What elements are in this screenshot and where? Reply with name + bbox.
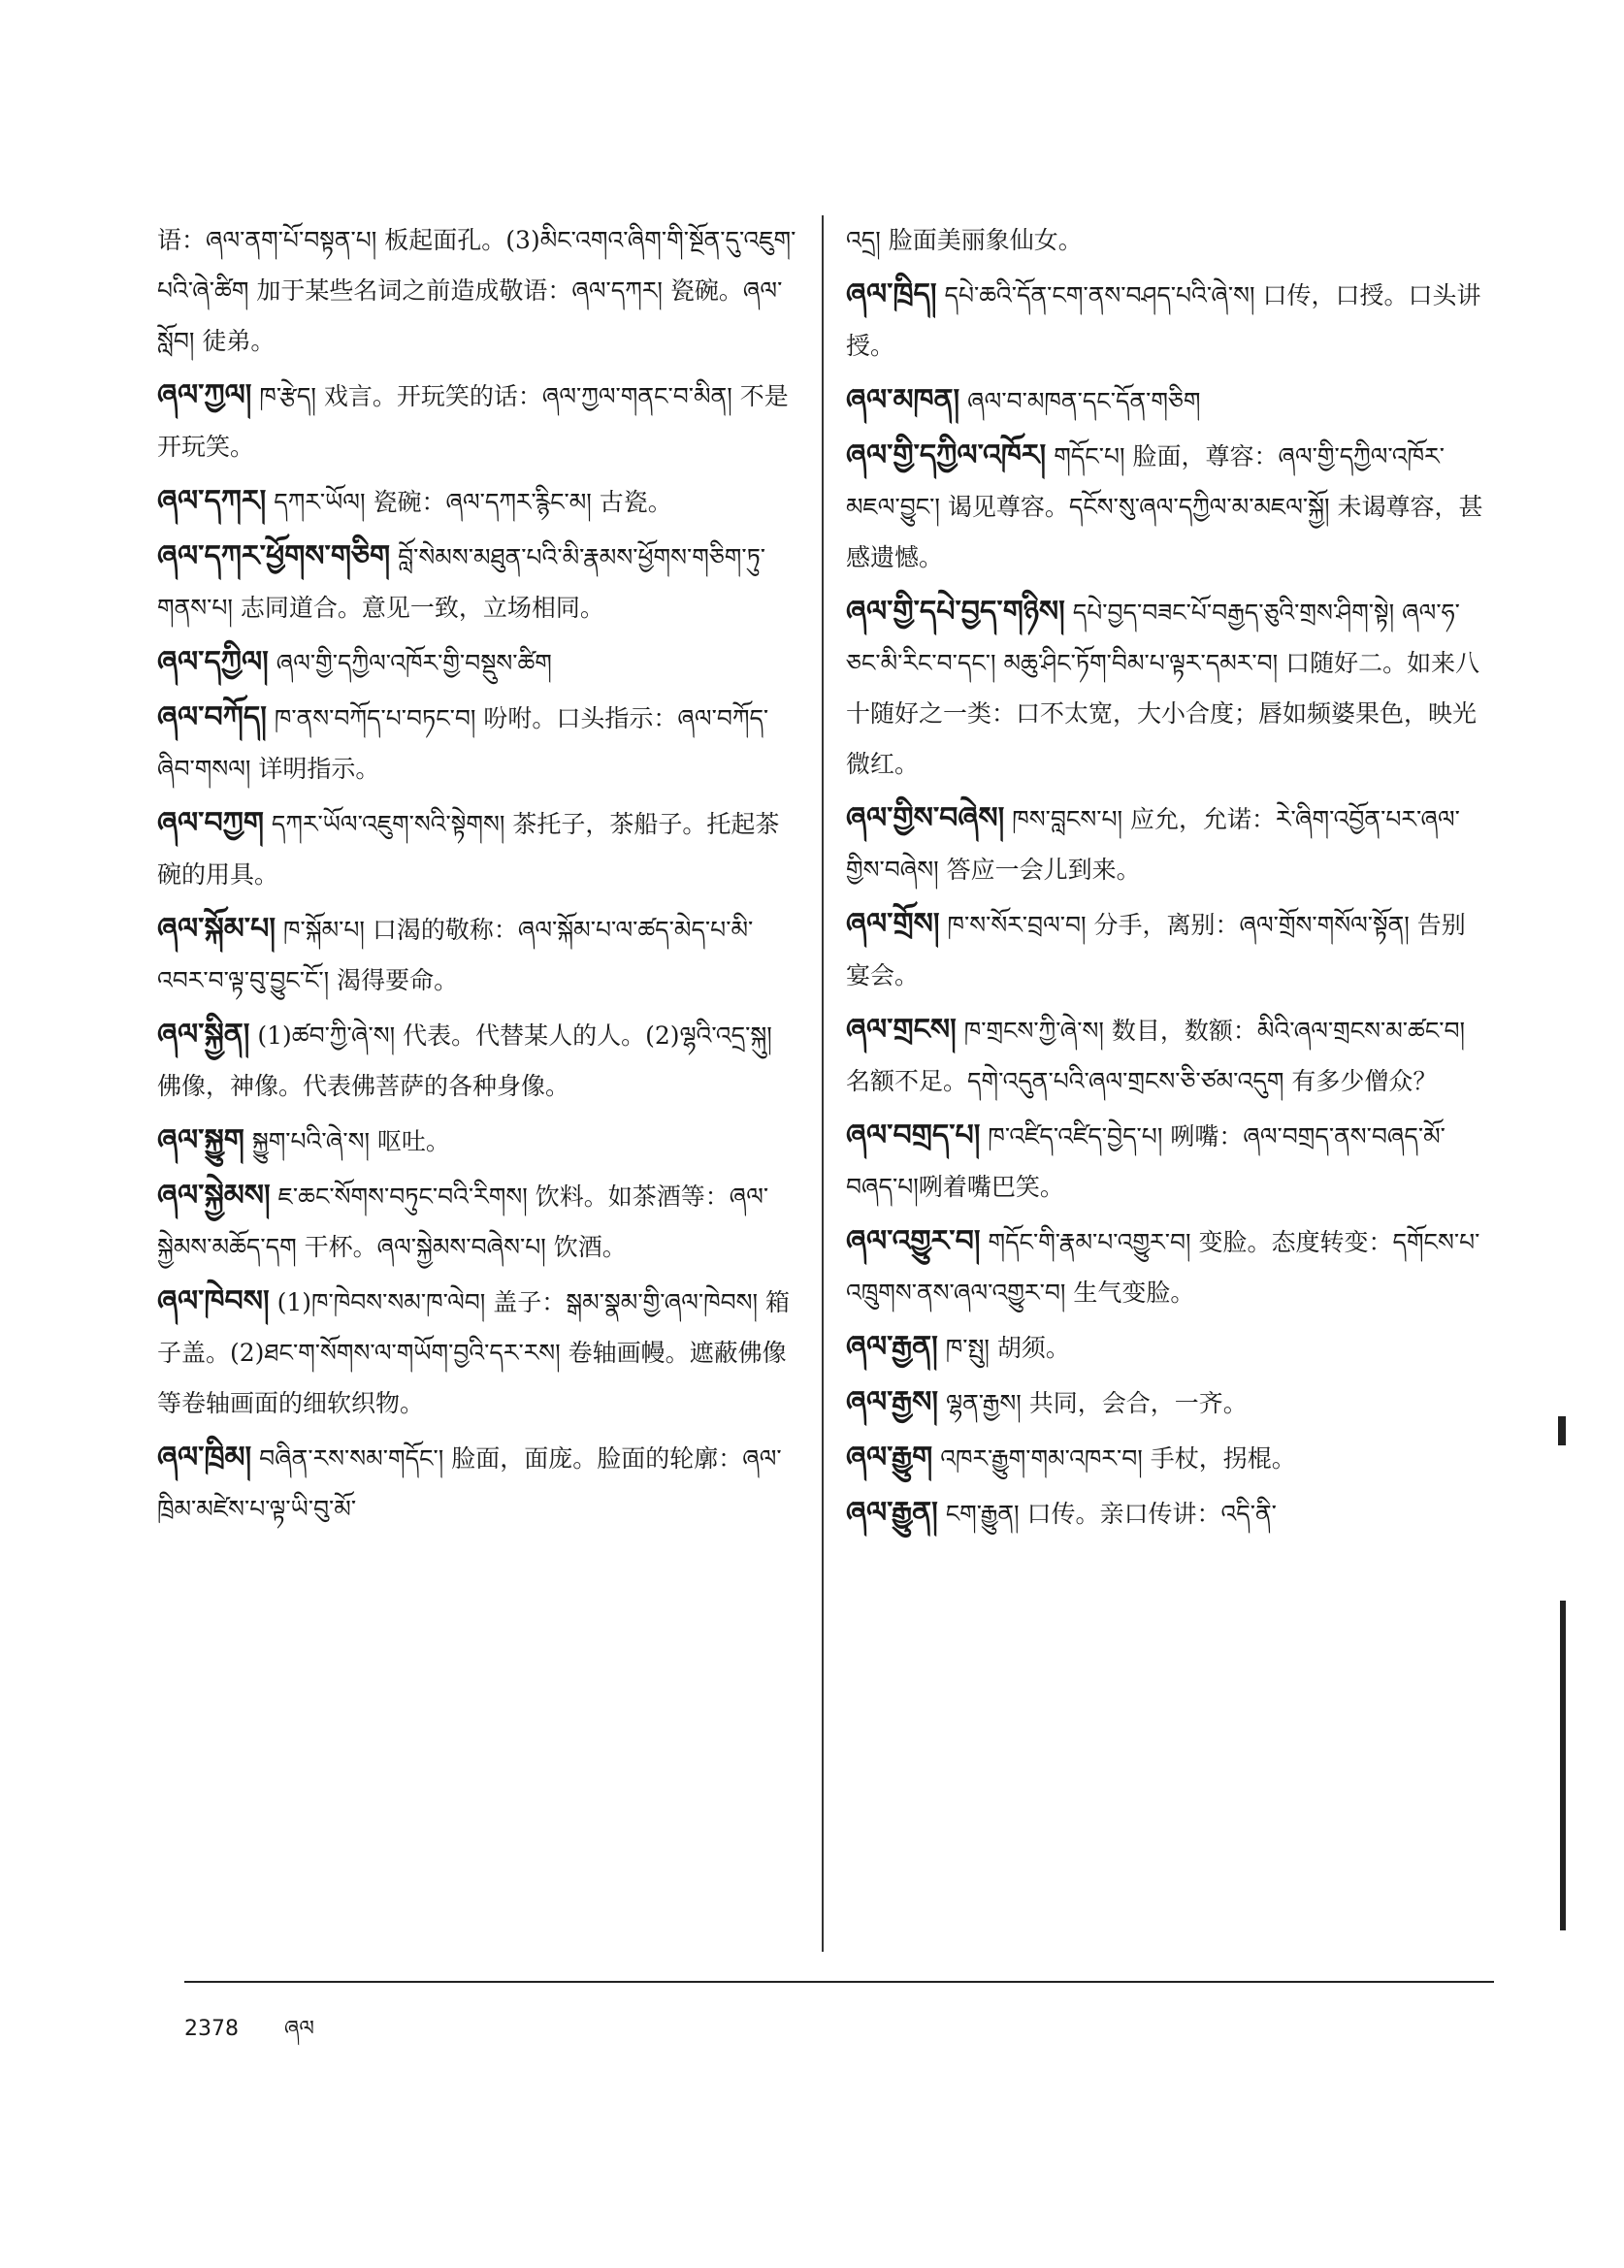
dictionary-entry — [846, 1377, 1486, 1429]
entry-definition: ཞལ་གྱི་དཀྱིལ་འཁོར་གྱི་བསྡུས་ཚིག — [276, 649, 552, 677]
entry-headword: ཞལ་ཁྲིད། — [846, 277, 937, 311]
dictionary-entry — [157, 1116, 797, 1167]
entry-headword: ཞལ་ཀྱལ། — [157, 378, 252, 412]
left-column — [157, 215, 797, 1539]
dictionary-entry — [846, 1005, 1486, 1107]
entry-definition: དཀར་ཡོལ། 瓷碗：ཞལ་དཀར་རྙིང་མ། 古瓷。 — [274, 488, 672, 516]
entry-definition: བློ་སེམས་མཐུན་པའི་མི་རྣམས་ཕྱོགས་གཅིག་ཏུ་གནས་པ། 志同道合。意见一致，立场相同。 — [157, 543, 766, 622]
dictionary-entry — [846, 899, 1486, 1001]
entry-definition: ཁ་ནས་བཀོད་པ་བཏང་བ། 吩咐。口头指示：ཞལ་བཀོད་ཞིབ་གསལ། 详明指示。 — [157, 704, 769, 783]
entry-definition: དཔེ་བྱད་བཟང་པོ་བརྒྱད་ཅུའི་གྲས་ཤིག་སྟེ། ཞལ་ཧ་ཅང་མི་རིང་བ་དང་། མཆུ་ཤིང་ཏོག་བིམ་པ་ལྟར་དམར་བ། 口随好二。如来八十随好之一类：口不太宽，大小合度；唇如频婆果色，映光微红。 — [846, 599, 1480, 778]
entry-headword: ཞལ་མཁན། — [846, 383, 960, 417]
dictionary-entry — [157, 1277, 797, 1429]
entry-headword: ཞལ་བགྲད་པ། — [846, 1118, 981, 1152]
dictionary-entry — [157, 1171, 797, 1273]
entry-headword: ཞལ་དཀར་ཕྱོགས་གཅིག — [157, 539, 391, 573]
entry-headword: ཞལ་རྒྱས། — [846, 1385, 939, 1419]
dictionary-entry — [846, 431, 1486, 583]
entry-definition: གདོང་པ། 脸面，尊容：ཞལ་གྱི་དཀྱིལ་འཁོར་མཇལ་བྱུང་། 谒见尊容。དངོས་སུ་ཞལ་དཀྱིལ་མ་མཇལ་སྐྱོ། 未谒尊容，甚感遗憾。 — [846, 442, 1483, 571]
entry-headword: ཞལ་རྒྱུག — [846, 1441, 933, 1474]
dictionary-entry — [846, 1111, 1486, 1213]
entry-headword: ཞལ་རྒྱན། — [846, 1330, 938, 1364]
page-number: 2378 — [184, 2017, 239, 2041]
entry-definition: འདྲ། 脸面美丽象仙女。 — [846, 226, 1083, 254]
right-column — [846, 215, 1486, 1543]
entry-definition: ཁ་རྩེད། 戏言。开玩笑的话：ཞལ་ཀྱལ་གནང་བ་མིན། 不是开玩笑。 — [157, 382, 789, 461]
dictionary-entry — [846, 215, 1486, 266]
entry-definition: གདོང་གི་རྣམ་པ་འགྱུར་བ། 变脸。态度转变：དགོངས་པ་འཁྲུགས་ནས་ཞལ་འགྱུར་བ། 生气变脸。 — [846, 1228, 1480, 1307]
entry-headword: ཞལ་གྱི་དཔེ་བྱད་གཉིས། — [846, 595, 1065, 629]
entry-headword: ཞལ་ཁེབས། — [157, 1284, 270, 1318]
running-header-word: ཞལ — [284, 2017, 314, 2041]
dictionary-entry — [846, 375, 1486, 427]
entry-definition: ཁ་སྐོམ་པ། 口渴的敬称：ཞལ་སྐོམ་པ་ལ་ཚད་མེད་པ་མི་འབར་བ་ལྟ་བུ་བྱུང་ངོ་། 渴得要命。 — [157, 916, 754, 994]
entry-definition: དཔེ་ཆའི་དོན་ངག་ནས་བཤད་པའི་ཞེ་ས། 口传，口授。口头讲授。 — [846, 281, 1481, 360]
entry-definition: ཁས་བླངས་པ། 应允，允诺：རེ་ཞིག་འབྱོན་པར་ཞལ་གྱིས་བཞེས། 答应一会儿到来。 — [846, 805, 1460, 884]
dictionary-entry — [157, 693, 797, 794]
entry-definition: འཁར་རྒྱུག་གམ་འཁར་བ། 手杖，拐棍。 — [940, 1444, 1296, 1473]
entry-definition: (1)ཚབ་ཀྱི་ཞེ་ས། 代表。代替某人的人。(2)ལྷའི་འདྲ་སྐུ། 佛像，神像。代表佛菩萨的各种身像。 — [157, 1021, 772, 1100]
dictionary-entry — [157, 532, 797, 633]
footer-rule — [184, 1981, 1494, 1983]
entry-headword: ཞལ་སྐྱིན། — [157, 1018, 250, 1052]
dictionary-entry — [157, 637, 797, 689]
dictionary-entry — [846, 1488, 1486, 1539]
entry-headword: ཞལ་བཀྱག — [157, 806, 264, 840]
entry-definition: དཀར་ཡོལ་འཇུག་སའི་སྟེགས། 茶托子，茶船子。托起茶碗的用具。 — [157, 810, 780, 889]
dictionary-entry — [157, 904, 797, 1006]
dictionary-entry — [846, 270, 1486, 372]
entry-headword: ཞལ་ཁྲིམ། — [157, 1441, 252, 1474]
entry-headword: ཞལ་གྱི་དཀྱིལ་འཁོར། — [846, 438, 1047, 472]
dictionary-entry — [157, 1010, 797, 1112]
entry-definition: ཁ་འཛིད་འཛིད་བྱེད་པ། 咧嘴：ཞལ་བགྲད་ནས་བཞད་མོ་བཞད་པ།咧着嘴巴笑。 — [846, 1122, 1445, 1201]
entry-headword: ཞལ་གྱིས་བཞེས། — [846, 801, 1005, 835]
page-footer — [184, 2004, 353, 2064]
entry-definition: ཇ་ཆང་སོགས་བཏུང་བའི་རིགས། 饮料。如茶酒等：ཞལ་སྐྱེམས་མཆོད་དག 干杯。ཞལ་སྐྱེམས་བཞེས་པ། 饮酒。 — [157, 1183, 769, 1261]
entry-definition: ཁ་གྲངས་ཀྱི་ཞེ་ས། 数目，数额：མིའི་ཞལ་གྲངས་མ་ཚང་བ། 名额不足。དགེ་འདུན་པའི་ཞལ་གྲངས་ཅི་ཙམ་འདུག 有多少僧众？ — [846, 1017, 1466, 1095]
dictionary-entry — [846, 587, 1486, 790]
entry-definition: ངག་རྒྱུན། 口传。亲口传讲：འདི་ནི་ — [945, 1500, 1277, 1528]
entry-headword: ཞལ་སྐྱུག — [157, 1123, 244, 1157]
entry-headword: ཞལ་གྲངས། — [846, 1013, 957, 1047]
entry-definition: ཁ་སྤུ། 胡须。 — [945, 1334, 1070, 1362]
entry-definition: ཞལ་བ་མཁན་དང་དོན་གཅིག — [967, 387, 1201, 415]
entry-definition: 语：ཞལ་ནག་པོ་བསྟན་པ། 板起面孔。(3)མིང་འགའ་ཞིག་གི་སྔོན་དུ་འཇུག་པའི་ཞེ་ཚིག 加于某些名词之前造成敬语：ཞལ་དཀར། 瓷碗。ཞལ་སློབ། 徒弟。 — [157, 226, 796, 355]
dictionary-entry — [157, 1433, 797, 1535]
dictionary-entry — [157, 798, 797, 900]
entry-headword: ཞལ་དཀར། — [157, 484, 267, 518]
entry-definition: སྐྱུག་པའི་ཞེ་ས། 呕吐。 — [251, 1127, 450, 1155]
entry-headword: ཞལ་འགྱུར་བ། — [846, 1224, 981, 1258]
dictionary-entry — [157, 476, 797, 528]
entry-definition: བཞིན་རས་སམ་གདོང་། 脸面，面庞。脸面的轮廓：ཞལ་ཁྲིམ་མཛེས་པ་ལྟ་ཡི་བུ་མོ་ — [157, 1444, 782, 1523]
entry-headword: ཞལ་སྐོམ་པ། — [157, 912, 276, 946]
entry-headword: ཞལ་གྲོས། — [846, 907, 940, 941]
edge-mark — [1558, 1416, 1566, 1445]
entry-headword: ཞལ་རྒྱུན། — [846, 1496, 938, 1530]
dictionary-entry — [157, 215, 797, 367]
entry-headword: ཞལ་སྐྱེམས། — [157, 1179, 271, 1213]
entry-headword: ཞལ་དཀྱིལ། — [157, 645, 269, 679]
entry-definition: (1)ཁ་ཁེབས་སམ་ཁ་ལེབ། 盖子：སྒམ་སྣམ་གྱི་ཞལ་ཁེབས། 箱子盖。(2)ཐང་ག་སོགས་ལ་གཡོག་བྱའི་དར་རས། 卷轴画幔。遮蔽佛像等卷轴画面的细软织物。 — [157, 1288, 790, 1417]
dictionary-entry — [846, 1322, 1486, 1374]
entry-definition: ཁ་ས་སོར་བྲལ་བ། 分手，离别：ཞལ་གྲོས་གསོལ་སྟོན། 告别宴会。 — [846, 911, 1466, 989]
column-divider — [822, 215, 824, 1952]
edge-mark — [1560, 1601, 1566, 1930]
entry-headword: ཞལ་བཀོད། — [157, 700, 267, 734]
dictionary-entry — [157, 371, 797, 472]
dictionary-entry — [846, 1216, 1486, 1318]
entry-definition: ལྷན་རྒྱས། 共同，会合，一齐。 — [945, 1389, 1248, 1417]
dictionary-entry — [846, 794, 1486, 895]
dictionary-entry — [846, 1433, 1486, 1484]
